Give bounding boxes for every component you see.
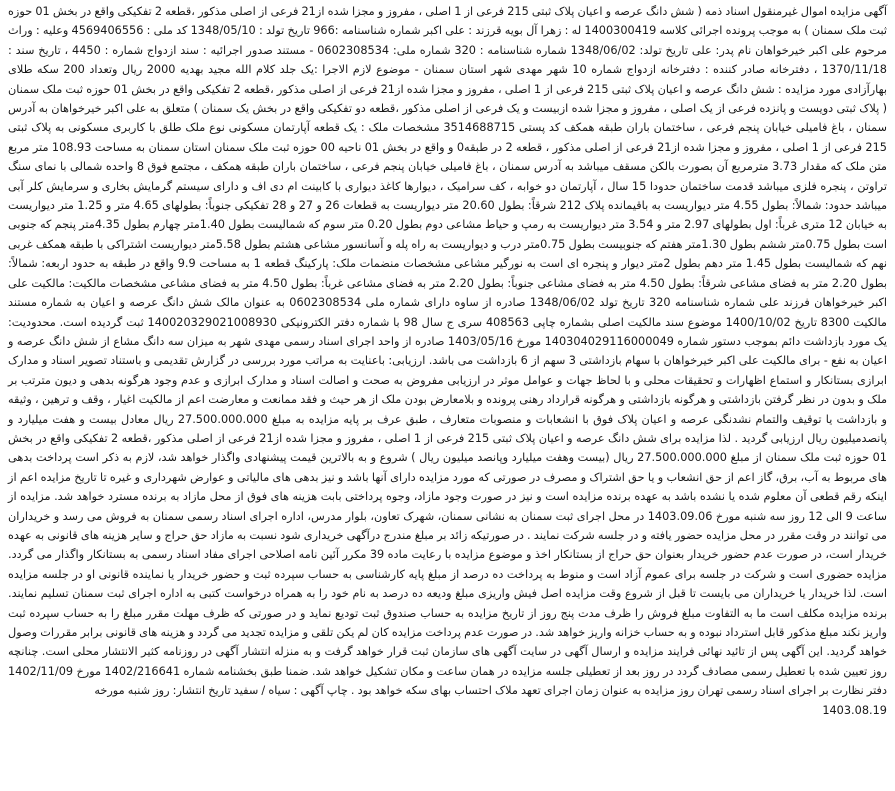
publish-date: 1403.08.19: [822, 703, 887, 717]
notice-body-text: آگهی مزایده اموال غیرمنقول اسناد ذمه ( شش دانگ عرصه و اعیان پلاک ثبتی 215 فرعی از 1 اصلی ، مفروز و مجزا شده از21 فرعی از اصلی مذکور ،قطعه 2 تفکیکی واقع در بخش 01 حوزه ثبت ملک سمنان ) به موجب پرونده اجرائی کلاسه 1400300419 له : زهرا آل بویه قرزند : علی اکبر شماره شناسنامه :966 تاریخ تولد : 1348/05/10 کد ملی : 4569406556 وعلیه : وراث مرحوم علی اکبر خیرخواهان نام پدر: علی تاریخ تولد: 1348/06/02 شماره شناسنامه : 320 شماره ملی: 0602308534 - مستند صدور اجرائیه : سند ازدواج شماره : 4450 ، تاریخ سند : 1370/11/18 ، دفترخانه صادر کننده : دفترخانه ازدواج شماره 10 شهر مهدی شهر استان سمنان - موضوع لازم الاجرا :یک جلد کلام الله مجید بهدیه 2000 ریال وتعداد 200 سکه طلای بهارآزادی مورد مزایده : شش دانگ عرصه و اعیان پلاک ثبتی 215 فرعی از 1 اصلی ، مفروز و مجزا شده از21 فرعی از اصلی مذکور ،قطعه 2 تفکیکی واقع در بخش 01 حوزه ثبت ملک سمنان ( پلاک ثبتی دویست و پانزده فرعی از یک اصلی ، مفروز و مجزا شده ازبیست و یک فرعی از اصلی مذکور ،قطعه دو تفکیکی واقع در بخش یک سمنان ) متعلق به علی اکبر خیرخواهان به آدرس سمنان ، باغ فامیلی خیابان پنجم فرعی ، ساختمان باران طبقه همکف کد پستی 3514688715 مشخصات ملک : یک قطعه آپارتمان مسکونی نوع ملک طلق با کاربری مسکونی به پلاک ثبتی 215 فرعی از 1 اصلی ، مفروز و مجزا شده از21 فرعی از اصلی مذکور ، قطعه 2 در طبقه0 و واقع در بخش 01 ناحیه 00 حوزه ثبت ملک سمنان استان سمنان به مساحت 108.93 متر مربع متن ملک که مقدار 3.73 مترمربع آن بصورت بالکن مسقف میباشد به آدرس سمنان ، باغ فامیلی خیابان پنجم فرعی ، ساختمان باران طبقه همکف ، مجتمع فوق 8 واحده شمالی با نمای سنگ تراوتن ، پنجره فلزی میباشد قدمت ساختمان حدودا 15 سال ، آپارتمان دو خوابه ، کف سرامیک ، دیوارها کاغذ دیواری با کابینت ام دی اف و دارای سیستم گرمایش بخاری و سرمایش کلر آبی میباشد حدود: شمالاً: بطول 4.55 متر دیواریست به باقیمانده پلاک 212 شرقاً: بطول 20.60 متر دیواریست به قطعات 26 و 27 و 28 تفکیکی جنوباً: بطولهای 4.65 متر و 1.25 متر دیواریست به خیابان 12 متری غرباً: اول بطولهای 2.97 متر و 3.54 متر دیواریست به رمپ و حیاط مشاعی دوم بطول 0.20 متر سوم که شمالیست بطول 1.40متر چهارم بطول 4.35متر پنجم که جنوبی است بطول 0.75متر ششم بطول 1.30متر هفتم که جنوبیست بطول 0.75متر درب و دیواریست به راه پله و آسانسور مشاعی هشتم بطول 5.58متر دیواریست اشتراکی با طبقه همکف غربی نهم که شمالیست بطول 1.45 متر دهم بطول 2متر دیوار و پنجره ای است به نورگیر مشاعی مشخصات منضمات ملک: پارکینگ قطعه 1 به مساحت 9.9 واقع در طبقه به حدود اربعه: شمالاً: بطول 2.20 متر به فضای مشاعی شرقاً: بطول 4.50 متر به فضای مشاعی جنوباً: بطول 2.20 متر به فضای مشاعی غرباً: بطول 4.50 متر به فضای مشاعی مشخصات مالکیت: مالکیت علی اکبر خیرخواهان فرزند علی شماره شناسنامه 320 تاریخ تولد 1348/06/02 صادره از ساوه دارای شماره ملی 0602308534 به عنوان مالک شش دانگ عرصه و اعیان به شماره مستند مالکیت 8300 تاریخ 1400/10/02 موضوع سند مالکیت اصلی بشماره چاپی 408563 سری ج سال 98 با شماره دفتر الکترونیکی 140020329021008930 ثبت گردیده است. محدودیت: یک مورد بازداشت دائم بموجب دستور شماره 140304029116000049 مورخ 1403/05/16 صادره از واحد اجرای اسناد رسمی مهدی شهر به میزان سه دانگ مشاع از شش دانگ عرصه و اعیان به نفع - برای مالکیت علی اکبر خیرخواهان با سهام بازداشتی 3 سهم از 6 بازداشت می باشد. ارزیابی: باعنایت به مراتب مورد بررسی در گزارش تقدیمی و باستناد تصویر اسناد و مدارک ابرازی بستانکار و استماع اظهارات و تحقیقات محلی و با لحاظ جهات و عوامل موثر در ارزیابی مفروض به صحت و اصالت اسناد و مدارک ابرازی و عدم وجود هرگونه بدهی و دیون مترتب بر ملک و بدون در نظر گرفتن بازداشتی و هرگونه بازداشتی و هرگونه قرارداد رهنی پرونده و بلامعارض بودن ملک از هر حیث و فقد ممانعت و معارضت اعم از مالکیت اغیار ، وقف و ترهین ، وثیقه و بازداشت یا توقیف والتمام نشدنگی عرصه و اعیان پلاک فوق با انشعابات و منصوبات متعارف ، طبق عرف بر پایه مزایده به مبلغ 27.500.000.000 ریال معادل بیست و هفت میلیارد و پانصدمیلیون ریال ارزیابی گردید . لذا مزایده برای شش دانگ عرصه و اعیان پلاک ثبتی 215 فرعی از 1 اصلی ، مفروز و مجزا شده از21 فرعی از اصلی مذکور ،قطعه 2 تفکیکی واقع در بخش 01 حوزه ثبت ملک سمنان از مبلغ 27.500.000.000 ریال (بیست وهفت میلیارد وپانصد میلیون ریال ) شروع و به بالاترین قیمت پیشنهادی واگذار خواهد شد، لازم به ذکر است پرداخت بدهی های مربوط به آب، برق، گاز اعم از حق انشعاب و یا حق اشتراک و مصرف در صورتی که مورد مزایده دارای آنها باشد و نیز بدهی های مالیاتی و عوارض شهرداری و غیره تا تاریخ مزایده اعم از اینکه رقم قطعی آن معلوم شده یا نشده باشد به عهده برنده مزایده است و نیز در صورت وجود مازاد، وجوه پرداختی بابت هزینه های فوق از محل مازاد به برنده مسترد خواهد شد. مزایده از ساعت 9 الی 12 روز سه شنبه مورخ 1403.09.06 در محل اجرای ثبت سمنان به نشانی سمنان، شهرک تعاون، بلوار مدرس، اداره اجرای اسناد رسمی سمنان به فروش می رسد و خریداران می توانند در وقت مقرر در محل مزایده حضور یافته و در جلسه شرکت نمایند . در صورتیکه زائد بر مبلغ مندرج درآگهی خریداری شود نسبت به مازاد حق حراج و سایر هزینه های قانونی به عهده خریدار است، در صورت عدم حضور خریدار بعنوان حق حراج از بستانکار اخذ و موضوع مزایده با رعایت ماده 39 مکرر آئین نامه اصلاحی اجرای مفاد اسناد رسمی به بستانکار واگذار می گردد. مزایده حضوری است و شرکت در جلسه برای عموم آزاد است و منوط به پرداخت ده درصد از مبلغ پایه کارشناسی به حساب سپرده ثبت و حضور خریدار یا نماینده قانونی او در جلسه مزایده است. لذا خریدار یا خریداران می بایست تا قبل از شروع وقت مزایده اصل فیش واریزی مبلغ ودیعه ده درصد به نام خود را به همراه درخواست کتبی به اداره اجرای ثبت سمنان تسلیم نمایند. برنده مزایده مکلف است ما به التفاوت مبلغ فروش را ظرف مدت پنج روز از تاریخ مزایده به حساب صندوق ثبت تودیع نماید و در صورتی که ظرف مهلت مقرر مبلغ را به حساب سپرده ثبت واریز نکند مبلغ مذکور قابل استرداد نبوده و به حساب خزانه واریز خواهد شد. در صورت عدم پرداخت مزایده کان لم یکن تلقی و مزایده تجدید می گردد و هزینه های قانونی برابر مقررات وصول خواهد گردید. این آگهی پس از تائید نهائی فرایند مزایده و ارسال آگهی در سایت آگهی های سازمان ثبت قرار خواهد گرفت و به منزله انتشار آگهی در روزنامه کثیر الانتشار محلی است. چنانچه روز تعیین شده با تعطیل رسمی مصادف گردد در روز بعد از تعطیلی جلسه مزایده در همان ساعت و مکان تشکیل خواهد شد. ضمنا طبق بخشنامه شماره 1402/216641 مورخ 1402/11/09 دفتر نظارت بر اجرای اسناد رسمی تهران روز مزایده به عنوان زمان اجرای تعهد ملاک احتساب بهای سکه خواهد بود . چاپ آگهی : سیاه / سفید تاریخ انتشار: روز شنبه مورخه: [8, 5, 888, 698]
